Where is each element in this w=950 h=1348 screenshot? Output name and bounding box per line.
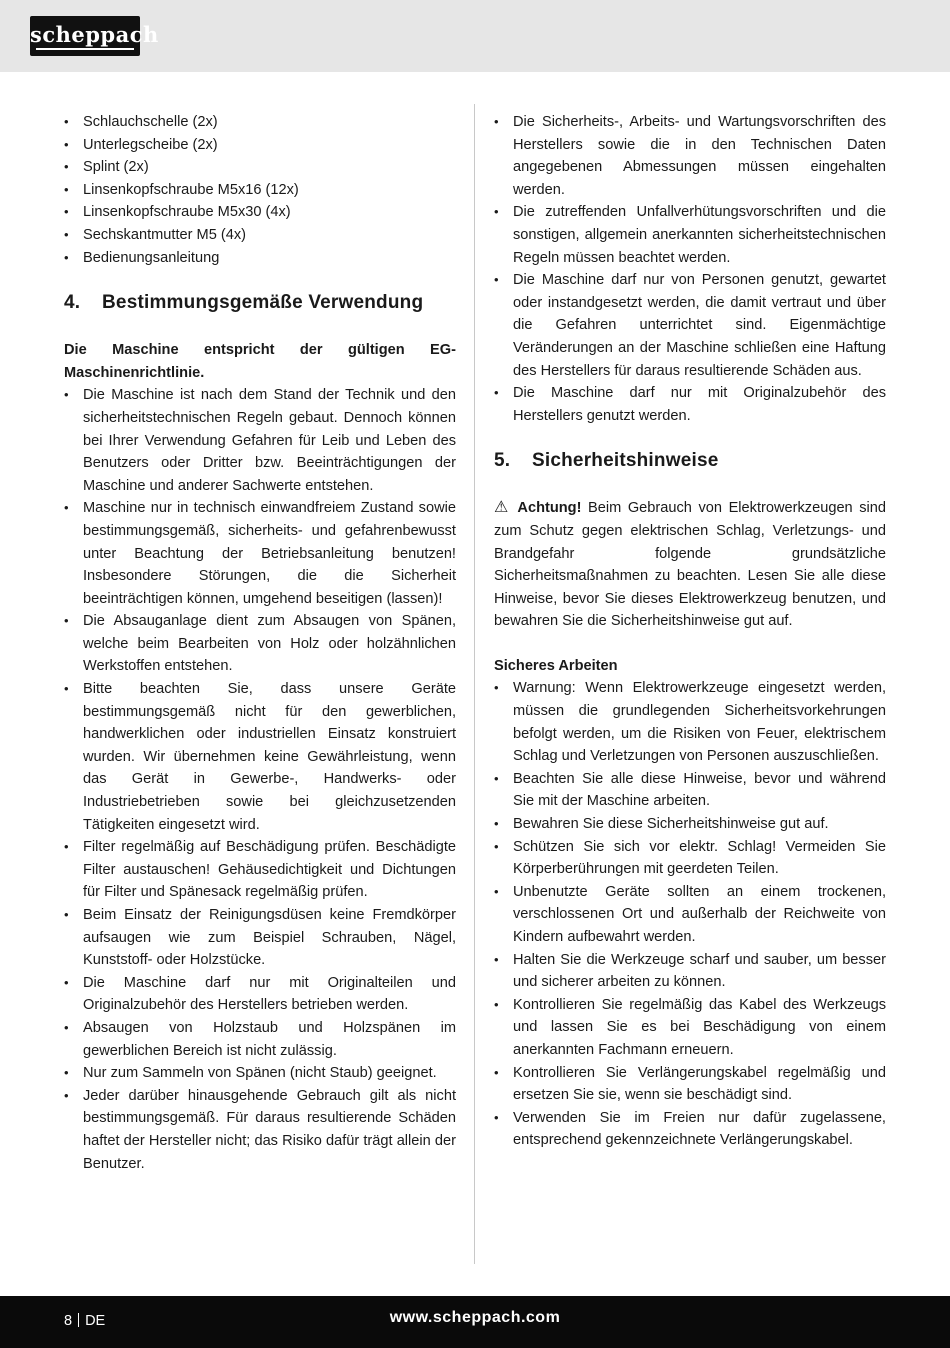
list-item: • Kontrollieren Sie Verlängerungskabel regelmäßig und ersetzen Sie sie, wenn sie beschädigt sind.	[494, 1062, 886, 1107]
section-4-heading	[64, 291, 456, 315]
list-item: • Nur zum Sammeln von Spänen (nicht Staub) geeignet.	[64, 1062, 456, 1085]
list-item: • Die Absauganlage dient zum Absaugen von Spänen, welche beim Bearbeiten von Holz oder holzähnlichen Werkstoffen entstehen.	[64, 610, 456, 678]
section-title: Bestimmungsgemäße Verwendung	[102, 292, 424, 314]
list-item: • Beim Einsatz der Reinigungsdüsen keine Fremdkörper aufsaugen wie zum Beispiel Schrauben, Nägel, Kunststoff- oder Holzstücke.	[64, 904, 456, 972]
scheppach-logo	[30, 16, 159, 56]
section-5-heading	[494, 449, 886, 473]
list-item: • Bitte beachten Sie, dass unsere Geräte bestimmungsgemäß nicht für den gewerblichen, handwerklichen oder industriellen Einsatz konstruiert wurden. Wir übernehmen keine Gewährleistung, wenn das Gerät in Gewerbe-, Handwerks- oder Industriebetrieben sowie bei gleichzusetzenden Tätigkeiten eingesetzt wird.	[64, 678, 456, 836]
warning-label: Achtung!	[517, 500, 582, 517]
safety-list	[494, 677, 886, 1151]
subheading-safe-work: Sicheres Arbeiten	[494, 657, 618, 674]
section-title: Sicherheitshinweise	[532, 450, 719, 472]
list-item: • Jeder darüber hinausgehende Gebrauch gilt als nicht bestimmungsgemäß. Für daraus resultierende Schäden haftet der Hersteller nicht; das Risiko dafür trägt allein der Benutzer.	[64, 1085, 456, 1175]
section-4-list	[64, 384, 456, 1175]
list-item: • Schützen Sie sich vor elektr. Schlag! Vermeiden Sie Körperberührungen mit geerdeten Teilen.	[494, 836, 886, 881]
list-item: • Verwenden Sie im Freien nur dafür zugelassene, entsprechend gekennzeichnete Verlängerungskabel.	[494, 1107, 886, 1152]
list-item: • Halten Sie die Werkzeuge scharf und sauber, um besser und sicherer arbeiten zu können.	[494, 949, 886, 994]
list-item: • Linsenkopfschraube M5x30 (4x)	[64, 201, 456, 224]
list-item: • Sechskantmutter M5 (4x)	[64, 224, 456, 247]
list-item: • Die Maschine darf nur von Personen genutzt, gewartet oder instandgesetzt werden, die damit vertraut und über die Gefahren unterrichtet sind. Eigenmächtige Veränderungen an der Maschine schließen eine Haftung des Herstellers für daraus resultierende Schäden aus.	[494, 269, 886, 382]
usage-rules-list	[494, 111, 886, 427]
warning-paragraph	[494, 497, 886, 633]
list-item: • Kontrollieren Sie regelmäßig das Kabel des Werkzeugs und lassen Sie es bei Beschädigung von einem anerkannten Fachmann erneuern.	[494, 994, 886, 1062]
section-4-intro: Die Maschine entspricht der gültigen EG-Maschinenrichtlinie.	[64, 342, 456, 381]
warning-text: Beim Gebrauch von Elektrowerkzeugen sind zum Schutz gegen elektrischen Schlag, Verletzungs- und Brandgefahr folgende grundsätzliche Sicherheitsmaßnahmen zu beachten. Lesen Sie alle diese Hinweise, bevor Sie dieses Elektrowerkzeug benutzen, und bewahren Sie die Sicherheitshinweise gut auf.	[494, 500, 887, 630]
page-footer	[0, 1296, 950, 1348]
section-number: 4.	[64, 292, 81, 314]
logo-underline	[36, 48, 134, 50]
column-divider	[474, 104, 475, 1264]
list-item: • Maschine nur in technisch einwandfreiem Zustand sowie bestimmungsgemäß, sicherheits- und gefahrenbewusst unter Beachtung der Betriebsanleitung benutzen! Insbesondere Störungen, die die Sicherheit beeinträchtigen können, umgehend beseitigen (lassen)!	[64, 497, 456, 610]
list-item: • Die zutreffenden Unfallverhütungsvorschriften und die sonstigen, allgemein anerkannten sicherheitstechnischen Regeln müssen beachtet werden.	[494, 201, 886, 269]
list-item: • Bewahren Sie diese Sicherheitshinweise gut auf.	[494, 813, 886, 836]
list-item: • Beachten Sie alle diese Hinweise, bevor und während Sie mit der Maschine arbeiten.	[494, 768, 886, 813]
list-item: • Die Maschine ist nach dem Stand der Technik und den sicherheitstechnischen Regeln gebaut. Dennoch können bei Ihrer Verwendung Gefahren für Leib und Leben des Benutzers oder Dritter bzw. Beeinträchtigungen der Maschine und anderer Sachwerte entstehen.	[64, 384, 456, 497]
page-header	[0, 0, 950, 72]
parts-list	[64, 111, 456, 269]
list-item: • Die Maschine darf nur mit Originalzubehör des Herstellers genutzt werden.	[494, 382, 886, 427]
warning-triangle-icon: ⚠	[494, 499, 511, 517]
logo-text: scheppach	[30, 22, 159, 47]
list-item: • Die Maschine darf nur mit Originalteilen und Originalzubehör des Herstellers betrieben werden.	[64, 972, 456, 1017]
left-column	[64, 111, 456, 1175]
section-number: 5.	[494, 450, 511, 472]
list-item: • Die Sicherheits-, Arbeits- und Wartungsvorschriften des Herstellers sowie die in den Technischen Daten angegebenen Abmessungen müssen eingehalten werden.	[494, 111, 886, 201]
list-item: • Warnung: Wenn Elektrowerkzeuge eingesetzt werden, müssen die grundlegenden Sicherheitsvorkehrungen befolgt werden, um die Risiken von Feuer, elektrischem Schlag und Verletzungen von Personen auszuschließen.	[494, 677, 886, 767]
language-code: DE	[85, 1313, 106, 1329]
list-item: • Schlauchschelle (2x)	[64, 111, 456, 134]
list-item: • Unterlegscheibe (2x)	[64, 134, 456, 157]
website-url[interactable]: www.scheppach.com	[389, 1309, 561, 1326]
list-item: • Unbenutzte Geräte sollten an einem trockenen, verschlossenen Ort und außerhalb der Reichweite von Kindern aufbewahrt werden.	[494, 881, 886, 949]
list-item: • Filter regelmäßig auf Beschädigung prüfen. Beschädigte Filter austauschen! Gehäusedichtigkeit und Dichtungen für Filter und Spänesack regelmäßig prüfen.	[64, 836, 456, 904]
list-item: • Linsenkopfschraube M5x16 (12x)	[64, 179, 456, 202]
right-column	[494, 111, 886, 1152]
list-item: • Absaugen von Holzstaub und Holzspänen im gewerblichen Bereich ist nicht zulässig.	[64, 1017, 456, 1062]
list-item: • Splint (2x)	[64, 156, 456, 179]
page-number: 8	[64, 1313, 73, 1329]
list-item: • Bedienungsanleitung	[64, 247, 456, 270]
